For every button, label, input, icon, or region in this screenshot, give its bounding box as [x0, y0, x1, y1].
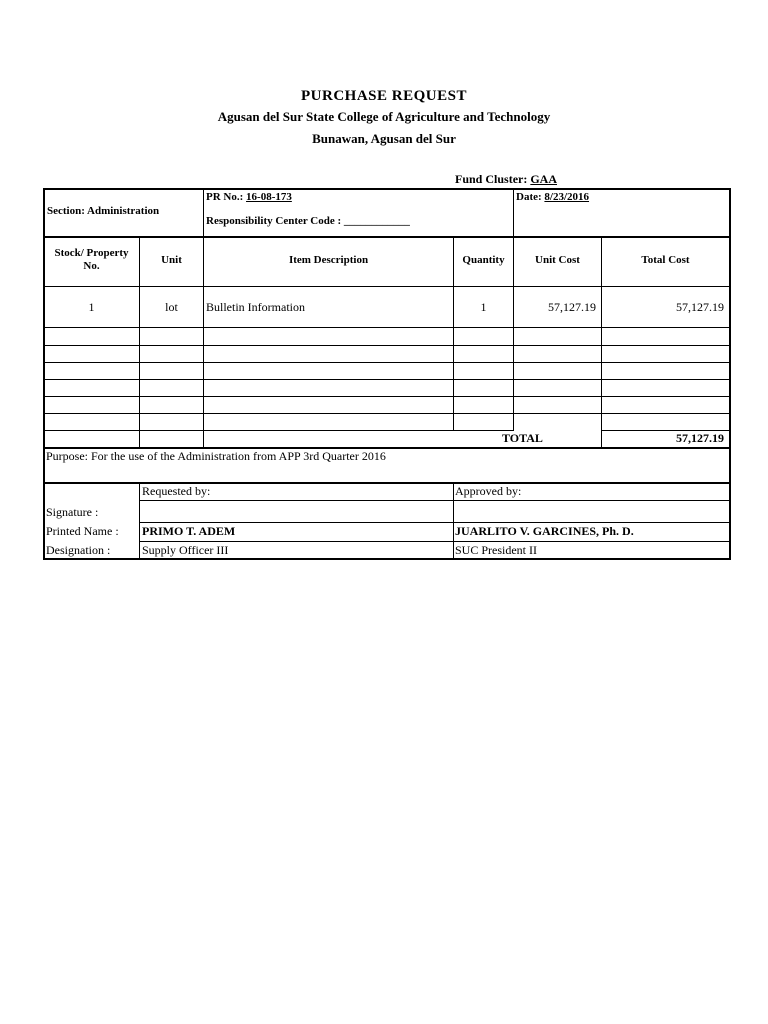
divider — [203, 237, 204, 448]
institution-location: Bunawan, Agusan del Sur — [312, 131, 456, 146]
divider — [513, 189, 514, 237]
requested-by-label: Requested by: — [142, 484, 211, 498]
item-stock-no: 1 — [88, 300, 95, 314]
column-header-total-cost: Total Cost — [641, 254, 690, 266]
total-label: TOTAL — [502, 431, 543, 445]
divider — [43, 345, 731, 346]
item-unit-cost: 57,127.19 — [548, 300, 596, 314]
table-border-right — [729, 188, 731, 560]
item-quantity: 1 — [480, 300, 487, 314]
total-value: 57,127.19 — [676, 431, 724, 445]
divider — [513, 237, 514, 431]
divider — [43, 362, 731, 363]
divider — [453, 483, 454, 559]
date — [516, 191, 589, 203]
divider — [43, 430, 513, 431]
rcc-label: Responsibility Center Code : — [206, 215, 342, 227]
signature-label: Signature : — [46, 505, 99, 519]
printed-name-label: Printed Name : — [46, 524, 119, 538]
institution-name: Agusan del Sur State College of Agriculture and Technology — [217, 109, 551, 124]
document-title: PURCHASE REQUEST — [301, 88, 467, 104]
column-header-description: Item Description — [288, 254, 369, 266]
date-value: 8/23/2016 — [544, 191, 590, 203]
fund-cluster-value: GAA — [530, 172, 558, 186]
requested-by-designation: Supply Officer III — [142, 543, 229, 557]
purpose-text: Purpose: For the use of the Administration from APP 3rd Quarter 2016 — [46, 449, 386, 463]
table-border-top — [43, 188, 731, 190]
divider — [203, 189, 204, 237]
fund-cluster — [455, 172, 557, 187]
divider — [43, 286, 731, 287]
column-header-unit-cost: Unit Cost — [535, 254, 580, 266]
divider — [43, 413, 731, 414]
item-total-cost: 57,127.19 — [676, 300, 724, 314]
divider — [139, 522, 730, 523]
column-header-stock-line2: No. — [83, 260, 100, 272]
divider — [43, 236, 731, 238]
divider — [139, 483, 140, 559]
item-description: Bulletin Information — [206, 300, 305, 314]
approved-by-name: JUARLITO V. GARCINES, Ph. D. — [455, 524, 634, 538]
responsibility-center-code — [206, 215, 410, 227]
divider — [453, 237, 454, 431]
column-header-stock-line1: Stock/ Property — [54, 247, 129, 259]
designation-label: Designation : — [46, 543, 111, 557]
column-header-quantity: Quantity — [462, 254, 505, 266]
divider — [139, 541, 730, 542]
table-border-left — [43, 188, 45, 560]
pr-number — [206, 191, 292, 203]
fund-cluster-label: Fund Cluster: — [455, 172, 528, 186]
approved-by-designation: SUC President II — [455, 543, 537, 557]
divider — [601, 237, 602, 448]
divider — [139, 500, 730, 501]
column-header-stock-no — [44, 247, 139, 273]
item-unit: lot — [165, 300, 178, 314]
table-border-bottom — [43, 558, 731, 560]
approved-by-label: Approved by: — [455, 484, 522, 498]
section-label: Section: Administration — [47, 205, 160, 217]
requested-by-name: PRIMO T. ADEM — [142, 524, 236, 538]
pr-number-value: 16-08-173 — [246, 191, 292, 203]
rcc-value: ____________ — [343, 215, 410, 227]
divider — [43, 327, 731, 328]
divider — [43, 379, 731, 380]
divider — [43, 396, 731, 397]
column-header-unit: Unit — [161, 254, 182, 266]
pr-number-label: PR No.: — [206, 191, 244, 203]
divider — [139, 237, 140, 448]
date-label: Date: — [516, 191, 542, 203]
